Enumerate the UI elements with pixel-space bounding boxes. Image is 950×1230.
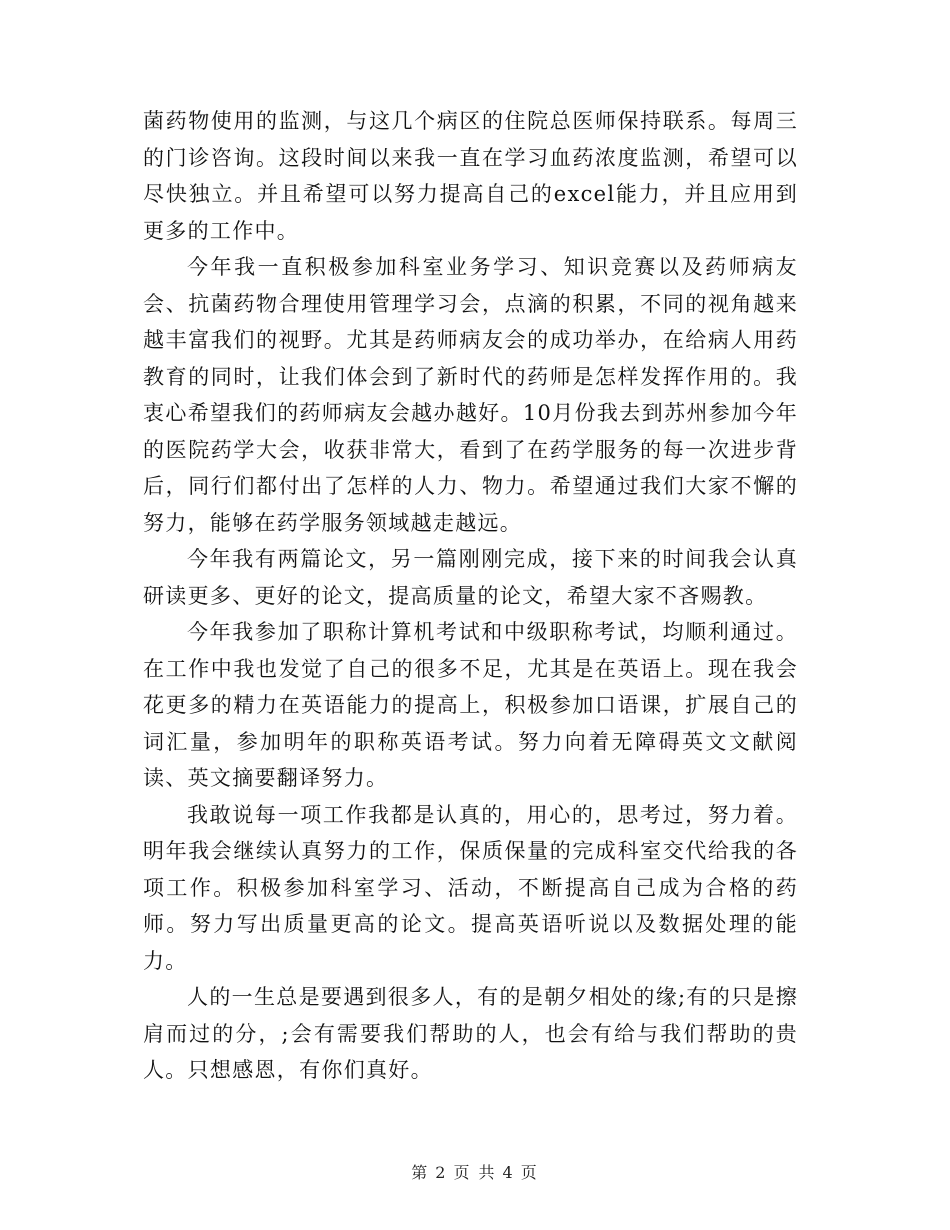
paragraph-exams-english: 今年我参加了职称计算机考试和中级职称考试，均顺利通过。在工作中我也发觉了自己的很多不足，尤其是在英语上。现在我会花更多的精力在英语能力的提高上，积极参加口语课，扩展自己的词汇量，参加明年的职称英语考试。努力向着无障碍英文文献阅读、英文摘要翻译努力。 (143, 620, 798, 790)
page-footer (0, 1160, 950, 1183)
paragraph-continuation: 菌药物使用的监测，与这几个病区的住院总医师保持联系。每周三的门诊咨询。这段时间以来我一直在学习血药浓度监测，希望可以尽快独立。并且希望可以努力提高自己的excel能力，并且应用到更多的工作中。 (143, 109, 798, 243)
paragraph-study-activities: 今年我一直积极参加科室业务学习、知识竞赛以及药师病友会、抗菌药物合理使用管理学习会，点滴的积累，不同的视角越来越丰富我们的视野。尤其是药师病友会的成功举办，在给病人用药教育的同时，让我们体会到了新时代的药师是怎样发挥作用的。我衷心希望我们的药师病友会越办越好。10月份我去到苏州参加今年的医院药学大会，收获非常大，看到了在药学服务的每一次进步背后，同行们都付出了怎样的人力、物力。希望通过我们大家不懈的努力，能够在药学服务领域越走越远。 (143, 255, 798, 535)
paragraph-papers: 今年我有两篇论文，另一篇刚刚完成，接下来的时间我会认真研读更多、更好的论文，提高质量的论文，希望大家不吝赐教。 (143, 547, 798, 608)
paragraph-gratitude: 人的一生总是要遇到很多人，有的是朝夕相处的缘;有的只是擦肩而过的分，;会有需要我们帮助的人，也会有给与我们帮助的贵人。只想感恩，有你们真好。 (143, 985, 798, 1082)
paragraph-work-plans: 我敢说每一项工作我都是认真的，用心的，思考过，努力着。明年我会继续认真努力的工作，保质保量的完成科室交代给我的各项工作。积极参加科室学习、活动，不断提高自己成为合格的药师。努力写出质量更高的论文。提高英语听说以及数据处理的能力。 (143, 802, 798, 973)
footer-middle: 页 共 (453, 1163, 497, 1182)
footer-prefix: 第 (411, 1163, 430, 1182)
footer-current-page: 2 (435, 1163, 448, 1182)
footer-total-pages: 4 (502, 1163, 515, 1182)
footer-suffix: 页 (520, 1163, 539, 1182)
page-body (143, 103, 798, 1089)
